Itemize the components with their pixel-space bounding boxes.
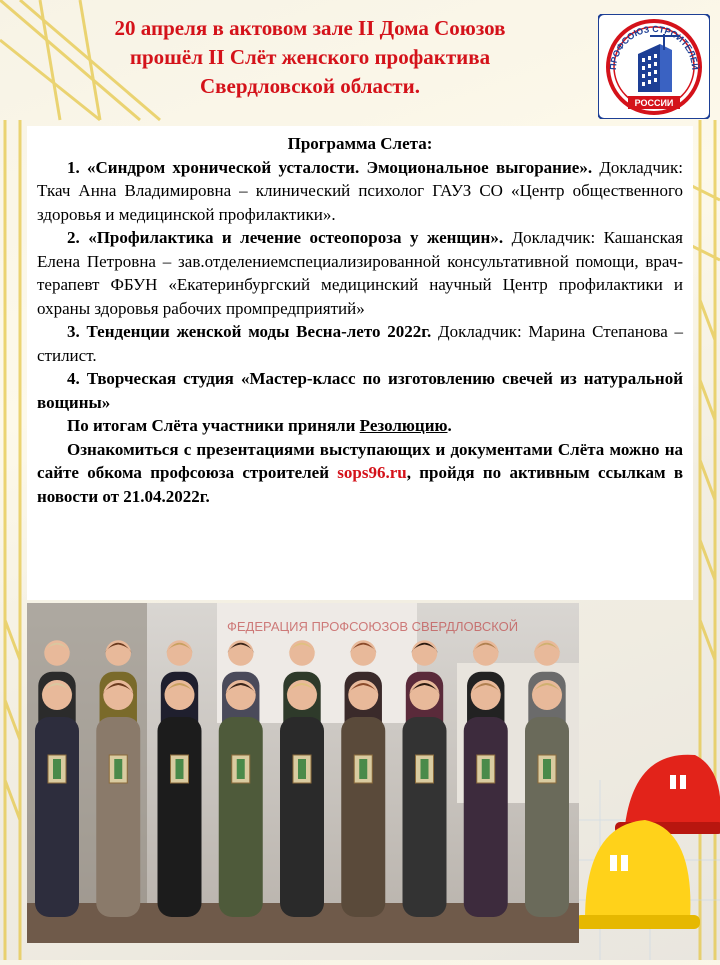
- program-item-1-text: Докладчик: Ткач Анна Владимировна – клинический психолог ГАУЗ СО «Центр общественного здоровья и медицинской профилактики».: [37, 157, 683, 224]
- program-item-1: [37, 156, 683, 227]
- resolution-link[interactable]: Резолюцию: [359, 416, 448, 435]
- logo-top-text: ПРОФСОЮЗ СТРОИТЕЛЕЙ: [607, 23, 701, 71]
- program-box: [27, 126, 693, 600]
- resolution-prefix: По итогам Слёта участники приняли: [67, 416, 360, 435]
- program-item-3-title: 3. Тенденции женской моды Весна-лето 2022г.: [67, 322, 432, 341]
- footer-note: [37, 438, 683, 509]
- logo-bottom-text: РОССИИ: [634, 98, 674, 108]
- red-helmet-icon: [615, 755, 720, 834]
- program-item-4: [37, 367, 683, 414]
- title-line-3: Свердловской области.: [200, 74, 420, 98]
- footer-suffix: , пройдя по активным ссылкам в новости от 21.04.2022г.: [37, 463, 683, 506]
- yellow-helmet-icon: [575, 820, 700, 929]
- title-line-2: прошёл II Слёт женского профактива: [129, 45, 491, 69]
- resolution-line: [37, 414, 683, 438]
- program-item-2-text: Докладчик: Кашанская Елена Петровна – зав.отделениемспециализированной консультативной помощи, врач-терапевт ФБУН «Екатеринбургский медицинский научный Центр профилактики и охраны здоровья рабочих промпредприятий»: [37, 228, 683, 318]
- footer-prefix: Ознакомиться с презентациями выступающих и документами Слёта можно на сайте обкома профсоюза строителей: [37, 439, 683, 482]
- group-photo: [27, 603, 579, 943]
- program-item-1-title: 1. «Синдром хронической усталости. Эмоциональное выгорание».: [67, 157, 593, 177]
- site-link[interactable]: sops96.ru: [337, 463, 407, 482]
- program-item-2: [37, 226, 683, 320]
- program-item-3: [37, 320, 683, 367]
- title-line-1: 20 апреля в актовом зале II Дома Союзов: [114, 16, 506, 40]
- helmets-decoration: [575, 730, 720, 960]
- banner-text: ФЕДЕРАЦИЯ ПРОФСОЮЗОВ СВЕРДЛОВСКОЙ: [227, 619, 519, 634]
- resolution-suffix: .: [447, 416, 452, 435]
- program-item-4-title: 4. Творческая студия «Мастер-класс по изготовлению свечей из натуральной вощины»: [37, 369, 683, 412]
- union-logo: [598, 14, 710, 119]
- program-item-2-title: 2. «Профилактика и лечение остеопороза у женщин».: [67, 228, 504, 247]
- program-heading: Программа Слета:: [287, 134, 433, 153]
- program-item-3-text: Докладчик: Марина Степанова – стилист.: [37, 322, 683, 365]
- page-title: [30, 14, 590, 101]
